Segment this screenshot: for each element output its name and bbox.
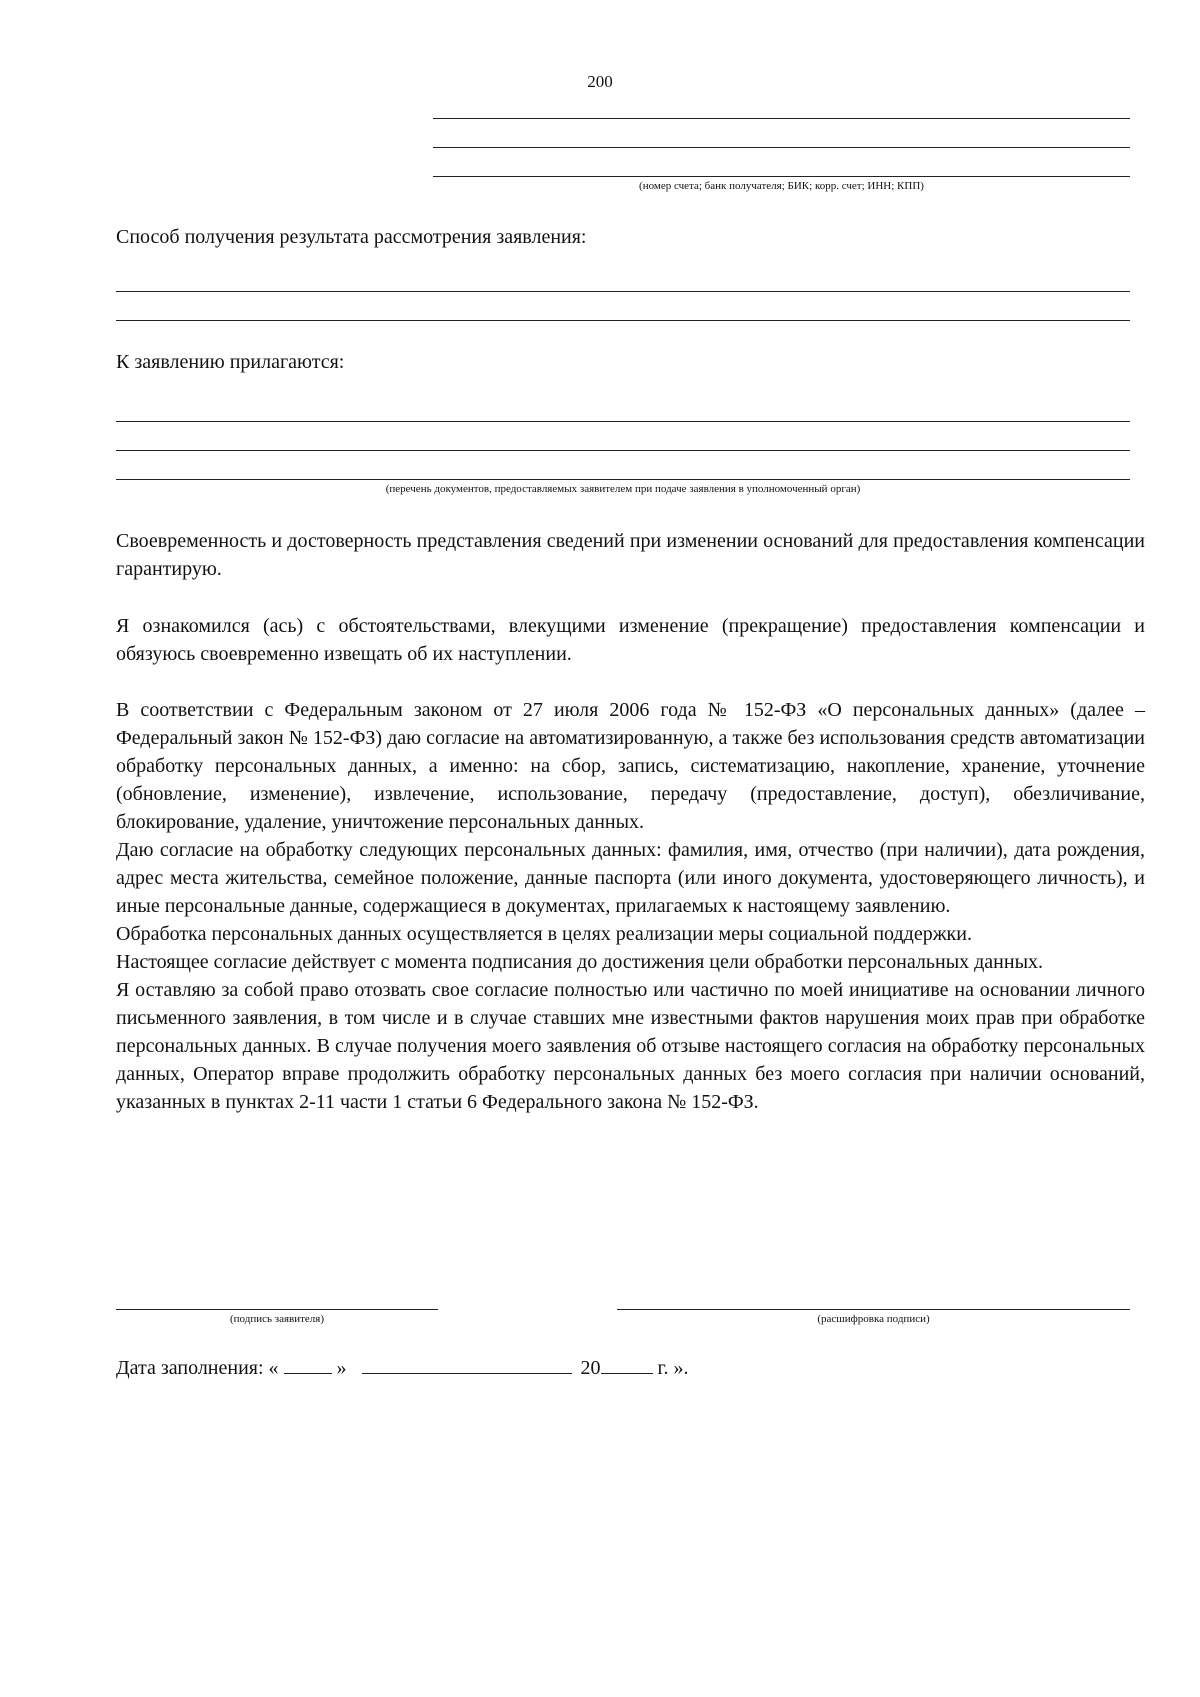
fill-date-close-quote: » (336, 1357, 347, 1379)
consent-block (116, 696, 1145, 1116)
fill-date-day-field[interactable] (284, 1355, 332, 1374)
fill-date-row (116, 1355, 689, 1380)
acknowledgement-paragraph (116, 612, 1145, 668)
attachments-line-3[interactable] (116, 479, 1130, 480)
consent-law-text: В соответствии с Федеральным законом от 27 июля 2006 года № 152-ФЗ «О персональных данных» (далее – Федеральный закон № 152-ФЗ) даю согласие на автоматизированную, а также без использования средств автоматизации обработку персональных данных, а именно: на сбор, запись, систематизацию, накопление, хранение, уточнение (обновление, изменение), извлечение, использование, передачу (предоставление, доступ), обезличивание, блокирование, удаление, уничтожение персональных данных. (116, 699, 1145, 833)
fill-date-label: Дата заполнения: « (116, 1357, 279, 1379)
result-method-line-2[interactable] (116, 320, 1130, 321)
withdrawal-text: Я оставляю за собой право отозвать свое согласие полностью или частично по моей инициативе на основании личного письменного заявления, в том числе и в случае ставших мне известными фактов нарушения моих прав при обработке персональных данных. В случае получения моего заявления об отзыве настоящего согласия на обработку персональных данных, Оператор вправе продолжить обработку персональных данных без моего согласия при наличии оснований, указанных в пунктах 2-11 части 1 статьи 6 Федерального закона № 152-ФЗ. (116, 979, 1145, 1113)
guarantee-paragraph (116, 527, 1145, 583)
signature-transcript-line[interactable] (617, 1309, 1130, 1310)
validity-text: Настоящее согласие действует с момента подписания до достижения цели обработки персональных данных. (116, 951, 1044, 973)
signature-line[interactable] (116, 1309, 438, 1310)
attachments-label: К заявлению прилагаются: (116, 351, 345, 373)
consent-data-text: Даю согласие на обработку следующих персональных данных: фамилия, имя, отчество (при наличии), дата рождения, адрес места жительства, семейное положение, данные паспорта (или иного документа, удостоверяющего личность), и иные персональные данные, содержащиеся в документах, прилагаемых к настоящему заявлению. (116, 839, 1145, 917)
result-method-label: Способ получения результата рассмотрения заявления: (116, 226, 587, 248)
guarantee-text: Своевременность и достоверность представления сведений при изменении оснований для предоставления компенсации гарантирую. (116, 530, 1145, 580)
fill-date-month-field[interactable] (362, 1355, 572, 1374)
fill-date-year-field[interactable] (601, 1355, 653, 1374)
bank-details-caption: (номер счета; банк получателя; БИК; корр. счет; ИНН; КПП) (639, 180, 924, 192)
bank-details-line-3[interactable] (433, 176, 1130, 177)
attachments-caption: (перечень документов, предоставляемых заявителем при подаче заявления в уполномоченный орган) (385, 483, 861, 495)
signature-transcript-caption: (расшифровка подписи) (817, 1313, 930, 1325)
bank-details-line-2[interactable] (433, 147, 1130, 148)
fill-date-suffix: г. ». (657, 1357, 689, 1379)
result-method-line-1[interactable] (116, 291, 1130, 292)
attachments-line-1[interactable] (116, 421, 1130, 422)
signature-caption: (подпись заявителя) (229, 1313, 325, 1325)
page-number: 200 (587, 72, 613, 91)
acknowledgement-text: Я ознакомился (ась) с обстоятельствами, влекущими изменение (прекращение) предоставления компенсации и обязуюсь своевременно извещать об их наступлении. (116, 615, 1145, 665)
purpose-text: Обработка персональных данных осуществляется в целях реализации меры социальной поддержки. (116, 923, 972, 945)
fill-date-year-prefix: 20 (580, 1357, 601, 1379)
attachments-line-2[interactable] (116, 450, 1130, 451)
bank-details-line-1[interactable] (433, 118, 1130, 119)
